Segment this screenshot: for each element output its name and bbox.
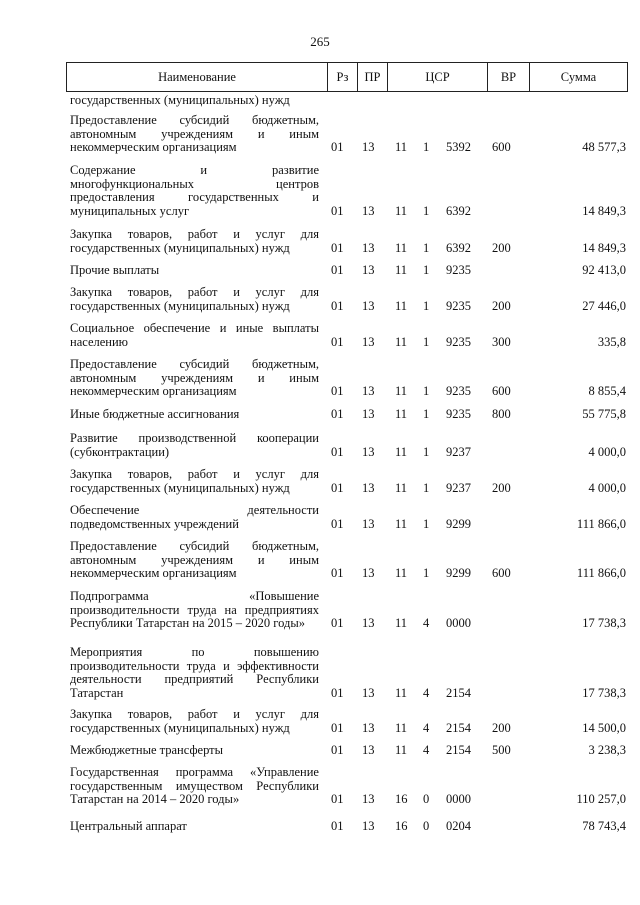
row-name-line: Межбюджетные трансферты — [70, 743, 224, 757]
row-name-line: Развитие производственной кооперации — [70, 431, 319, 445]
table-row — [0, 820, 640, 834]
row-csr-a: 16 — [395, 819, 408, 833]
row-rz: 01 — [331, 384, 344, 398]
row-csr-a: 11 — [395, 140, 408, 154]
row-rz: 01 — [331, 743, 344, 757]
row-name — [70, 264, 319, 278]
row-csr-b: 0 — [423, 792, 430, 806]
row-vr: 600 — [492, 566, 511, 580]
row-name — [70, 94, 319, 108]
table-row — [0, 744, 640, 758]
row-csr-a: 11 — [395, 384, 408, 398]
row-csr-a: 11 — [395, 516, 408, 531]
row-name-line: подведомственных учреждений — [70, 516, 239, 531]
table-row — [0, 766, 640, 807]
row-pr: 13 — [362, 566, 375, 580]
row-csr-c: 9235 — [446, 263, 471, 277]
row-csr-a: 11 — [395, 203, 408, 218]
row-rz: 01 — [331, 792, 344, 806]
table-row — [0, 164, 640, 218]
row-name — [70, 744, 319, 758]
row-pr: 13 — [362, 384, 375, 398]
row-pr: 13 — [362, 792, 375, 806]
row-rz: 01 — [331, 566, 344, 580]
table-row — [0, 590, 640, 631]
row-name-line: Содержание и развитие — [70, 163, 319, 177]
row-pr: 13 — [362, 334, 375, 349]
row-csr-c: 2154 — [446, 685, 471, 700]
row-rz: 01 — [331, 720, 344, 735]
row-csr-c: 9299 — [446, 516, 471, 531]
table-row — [0, 228, 640, 255]
page-number: 265 — [310, 34, 330, 49]
table-row — [0, 358, 640, 399]
row-name-line: некоммерческим организациям — [70, 566, 237, 580]
table-row — [0, 408, 640, 422]
row-vr: 300 — [492, 334, 511, 349]
row-vr: 600 — [492, 140, 511, 154]
row-sum: 17 738,3 — [582, 685, 626, 700]
table-row — [0, 322, 640, 349]
table-row — [0, 114, 640, 155]
row-pr: 13 — [362, 444, 375, 459]
row-rz: 01 — [331, 407, 344, 421]
row-csr-b: 4 — [423, 685, 430, 700]
row-csr-a: 11 — [395, 616, 408, 630]
header-pr: ПР — [358, 63, 388, 91]
table-row — [0, 708, 640, 735]
row-sum: 14 849,3 — [582, 203, 626, 218]
row-pr: 13 — [362, 516, 375, 531]
row-name-line: Мероприятия по повышению — [70, 645, 319, 659]
row-name-line: Закупка товаров, работ и услуг для — [70, 227, 319, 241]
row-vr: 200 — [492, 480, 511, 495]
row-pr: 13 — [362, 203, 375, 218]
row-csr-a: 16 — [395, 792, 408, 806]
row-name — [70, 766, 319, 807]
row-vr: 800 — [492, 407, 511, 421]
row-name — [70, 228, 319, 255]
row-pr: 13 — [362, 616, 375, 630]
row-sum: 55 775,8 — [582, 407, 626, 421]
row-name-line: Иные бюджетные ассигнования — [70, 407, 240, 421]
row-csr-b: 1 — [423, 566, 430, 580]
table-row — [0, 540, 640, 581]
row-sum: 110 257,0 — [576, 792, 626, 806]
table-row — [0, 286, 640, 313]
row-rz: 01 — [331, 203, 344, 218]
row-rz: 01 — [331, 263, 344, 277]
row-sum: 14 849,3 — [582, 240, 626, 255]
row-name-line: Государственная программа «Управление — [70, 765, 319, 779]
row-rz: 01 — [331, 298, 344, 313]
row-sum: 111 866,0 — [576, 516, 626, 531]
row-pr: 13 — [362, 720, 375, 735]
row-csr-b: 4 — [423, 720, 430, 735]
row-pr: 13 — [362, 685, 375, 700]
table-row — [0, 646, 640, 700]
row-name-line: производительности труда на предприятиях — [70, 602, 319, 617]
row-csr-a: 11 — [395, 298, 408, 313]
row-rz: 01 — [331, 685, 344, 700]
row-csr-c: 9299 — [446, 566, 471, 580]
row-name — [70, 590, 319, 631]
row-name-line: Закупка товаров, работ и услуг для — [70, 707, 319, 721]
table-row — [0, 432, 640, 459]
row-rz: 01 — [331, 334, 344, 349]
row-name-line: Закупка товаров, работ и услуг для — [70, 467, 319, 481]
row-csr-b: 1 — [423, 444, 430, 459]
row-name-line: автономным учреждениям и иным — [70, 370, 319, 385]
row-sum: 78 743,4 — [582, 819, 626, 833]
row-name-line: некоммерческим организациям — [70, 384, 237, 398]
row-csr-b: 1 — [423, 203, 430, 218]
row-sum: 4 000,0 — [588, 444, 626, 459]
row-csr-a: 11 — [395, 240, 408, 255]
row-csr-b: 1 — [423, 240, 430, 255]
row-rz: 01 — [331, 616, 344, 630]
row-vr: 600 — [492, 384, 511, 398]
row-sum: 111 866,0 — [576, 566, 626, 580]
row-csr-b: 0 — [423, 819, 430, 833]
row-name — [70, 432, 319, 459]
table-row — [0, 94, 640, 108]
row-name — [70, 408, 319, 422]
row-csr-a: 11 — [395, 480, 408, 495]
row-name — [70, 322, 319, 349]
table-header — [66, 62, 628, 92]
row-name-line: государственных (муниципальных) нужд — [70, 240, 290, 255]
row-name-line: Подпрограмма «Повышение — [70, 589, 319, 603]
header-vr: ВР — [488, 63, 530, 91]
row-csr-c: 0204 — [446, 819, 471, 833]
row-csr-a: 11 — [395, 444, 408, 459]
row-csr-c: 9235 — [446, 407, 471, 421]
row-name-line: государственных (муниципальных) нужд — [70, 720, 290, 735]
row-rz: 01 — [331, 140, 344, 154]
row-name — [70, 820, 319, 834]
row-vr: 200 — [492, 298, 511, 313]
row-name-line: многофункциональных центров — [70, 176, 319, 191]
row-name-line: государственных (муниципальных) нужд — [70, 480, 290, 495]
row-vr: 500 — [492, 743, 511, 757]
row-csr-b: 4 — [423, 743, 430, 757]
row-name-line: государственным имуществом Республики — [70, 778, 319, 793]
row-vr: 200 — [492, 240, 511, 255]
row-pr: 13 — [362, 407, 375, 421]
header-name: Наименование — [67, 63, 328, 91]
row-sum: 14 500,0 — [582, 720, 626, 735]
row-csr-c: 9235 — [446, 334, 471, 349]
row-name — [70, 114, 319, 155]
row-name — [70, 708, 319, 735]
row-pr: 13 — [362, 263, 375, 277]
row-name-line: Центральный аппарат — [70, 819, 187, 833]
row-csr-a: 11 — [395, 685, 408, 700]
row-csr-a: 11 — [395, 263, 408, 277]
row-pr: 13 — [362, 298, 375, 313]
row-rz: 01 — [331, 444, 344, 459]
row-name-line: муниципальных услуг — [70, 203, 190, 218]
row-name-line: некоммерческим организациям — [70, 140, 237, 154]
row-name-line: деятельности предприятий Республики — [70, 672, 319, 686]
row-name-line: Предоставление субсидий бюджетным, — [70, 357, 319, 371]
row-csr-c: 2154 — [446, 743, 471, 757]
row-csr-a: 11 — [395, 566, 408, 580]
row-csr-a: 11 — [395, 743, 408, 757]
row-name-line: населению — [70, 334, 128, 349]
row-sum: 3 238,3 — [588, 743, 626, 757]
header-csr: ЦСР — [388, 63, 488, 91]
row-name-line: государственных (муниципальных) нужд — [70, 93, 290, 107]
row-rz: 01 — [331, 240, 344, 255]
header-sum: Сумма — [560, 69, 597, 84]
row-csr-b: 1 — [423, 334, 430, 349]
row-sum: 8 855,4 — [588, 384, 626, 398]
row-csr-b: 1 — [423, 480, 430, 495]
row-rz: 01 — [331, 516, 344, 531]
row-csr-a: 11 — [395, 720, 408, 735]
row-pr: 13 — [362, 743, 375, 757]
row-name-line: производительности труда и эффективности — [70, 658, 319, 673]
row-pr: 13 — [362, 240, 375, 255]
row-name-line: Предоставление субсидий бюджетным, — [70, 539, 319, 553]
row-sum: 4 000,0 — [588, 480, 626, 495]
row-name-line: Предоставление субсидий бюджетным, — [70, 113, 319, 127]
row-csr-b: 1 — [423, 263, 430, 277]
row-name-line: автономным учреждениям и иным — [70, 552, 319, 567]
row-sum: 17 738,3 — [582, 616, 626, 630]
row-rz: 01 — [331, 480, 344, 495]
row-csr-c: 0000 — [446, 792, 471, 806]
row-name — [70, 468, 319, 495]
row-csr-c: 6392 — [446, 240, 471, 255]
row-csr-c: 0000 — [446, 616, 471, 630]
row-csr-a: 11 — [395, 407, 408, 421]
row-name — [70, 286, 319, 313]
header-rz: Рз — [328, 63, 358, 91]
row-name-line: Татарстан — [70, 685, 124, 700]
row-name-line: (субконтрактации) — [70, 444, 170, 459]
row-name — [70, 540, 319, 581]
row-rz: 01 — [331, 819, 344, 833]
table-row — [0, 468, 640, 495]
row-name-line: Республики Татарстан на 2015 – 2020 годы» — [70, 616, 306, 630]
row-name-line: автономным учреждениям и иным — [70, 126, 319, 141]
row-csr-c: 9235 — [446, 298, 471, 313]
row-pr: 13 — [362, 140, 375, 154]
row-csr-a: 11 — [395, 334, 408, 349]
row-name — [70, 358, 319, 399]
row-csr-c: 5392 — [446, 140, 471, 154]
row-csr-b: 4 — [423, 616, 430, 630]
table-row — [0, 504, 640, 531]
row-csr-c: 2154 — [446, 720, 471, 735]
table-row — [0, 264, 640, 278]
row-csr-b: 1 — [423, 384, 430, 398]
row-sum: 335,8 — [597, 334, 626, 349]
row-csr-c: 9237 — [446, 444, 471, 459]
row-name-line: Обеспечение деятельности — [70, 503, 319, 517]
row-csr-b: 1 — [423, 140, 430, 154]
row-name — [70, 164, 319, 218]
row-csr-b: 1 — [423, 298, 430, 313]
row-pr: 13 — [362, 819, 375, 833]
row-name — [70, 646, 319, 700]
row-name-line: Татарстан на 2014 – 2020 годы» — [70, 792, 240, 806]
row-vr: 200 — [492, 720, 511, 735]
row-sum: 92 413,0 — [582, 263, 626, 277]
row-sum: 48 577,3 — [582, 140, 626, 154]
row-name-line: государственных (муниципальных) нужд — [70, 298, 290, 313]
row-csr-c: 6392 — [446, 203, 471, 218]
row-csr-c: 9235 — [446, 384, 471, 398]
row-name-line: Социальное обеспечение и иные выплаты — [70, 321, 319, 335]
row-csr-b: 1 — [423, 516, 430, 531]
row-name-line: Закупка товаров, работ и услуг для — [70, 285, 319, 299]
row-csr-c: 9237 — [446, 480, 471, 495]
row-csr-b: 1 — [423, 407, 430, 421]
row-sum: 27 446,0 — [582, 298, 626, 313]
row-name-line: Прочие выплаты — [70, 263, 160, 277]
row-name — [70, 504, 319, 531]
row-pr: 13 — [362, 480, 375, 495]
row-name-line: предоставления государственных и — [70, 190, 319, 204]
